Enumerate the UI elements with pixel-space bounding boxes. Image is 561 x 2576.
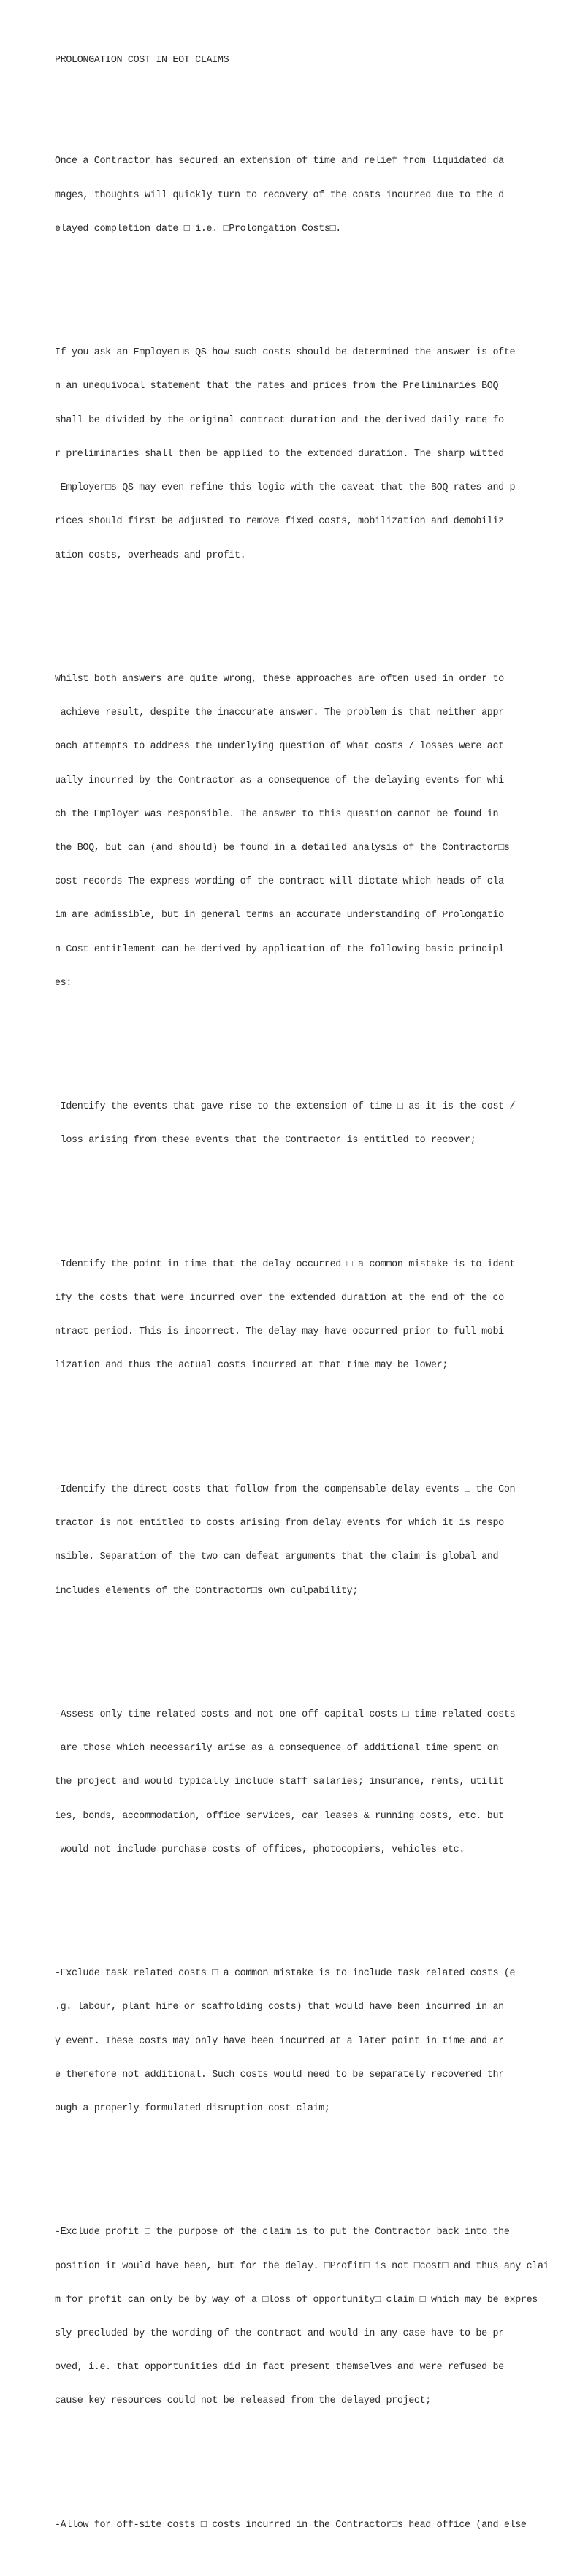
paragraph-gap [55, 88, 552, 99]
document-body [55, 32, 552, 2576]
text-line: Once a Contractor has secured an extension of time and relief from liquidated da [55, 156, 504, 167]
paragraph-gap [55, 1416, 552, 1427]
text-line: ation costs, overheads and profit. [55, 550, 246, 561]
text-line: im are admissible, but in general terms an accurate understanding of Prolongatio [55, 910, 504, 922]
paragraph-employer-qs [55, 324, 552, 583]
text-line: n an unequivocal statement that the rates and prices from the Preliminaries BOQ [55, 381, 499, 392]
text-line: tractor is not entitled to costs arising from delay events for which it is respo [55, 1518, 504, 1530]
text-line: mages, thoughts will quickly turn to recovery of the costs incurred due to the d [55, 189, 504, 201]
text-line: ough a properly formulated disruption cost claim; [55, 2103, 330, 2114]
text-line: rices should first be adjusted to remove fixed costs, mobilization and demobiliz [55, 516, 504, 528]
text-line: es: [55, 977, 72, 989]
text-line: loss arising from these events that the Contractor is entitled to recover; [55, 1135, 476, 1147]
text-line: r preliminaries shall then be applied to the extended duration. The sharp witted [55, 448, 504, 460]
text-line: -Exclude profit □ the purpose of the claim is to put the Contractor back into the [55, 2227, 510, 2238]
paragraph-gap [55, 607, 552, 618]
paragraph-gap [55, 2159, 552, 2170]
text-line: the BOQ, but can (and should) be found in a detailed analysis of the Contractor□s [55, 842, 510, 854]
text-line: m for profit can only be by way of a □loss of opportunity□ claim □ which may be expres [55, 2294, 538, 2306]
text-line: lization and thus the actual costs incurred at that time may be lower; [55, 1360, 448, 1372]
principle-identify-events [55, 1079, 552, 1169]
text-line: -Identify the events that gave rise to the extension of time □ as it is the cost / [55, 1101, 516, 1113]
paragraph-gap [55, 280, 552, 291]
paragraph-principles-intro [55, 651, 552, 1011]
text-line: e therefore not additional. Such costs would need to be separately recovered thr [55, 2069, 504, 2081]
principle-exclude-task-costs [55, 1945, 552, 2137]
text-line: shall be divided by the original contract duration and the derived daily rate fo [55, 414, 504, 426]
principle-off-site-costs [55, 2497, 552, 2553]
text-line: are those which necessarily arise as a consequence of additional time spent on [55, 1743, 499, 1755]
text-line: oved, i.e. that opportunities did in fact present themselves and were refused be [55, 2362, 504, 2374]
text-line: If you ask an Employer□s QS how such costs should be determined the answer is ofte [55, 347, 516, 359]
text-line: Employer□s QS may even refine this logic with the caveat that the BOQ rates and p [55, 482, 516, 494]
text-line: -Identify the direct costs that follow from the compensable delay events □ the Con [55, 1483, 516, 1495]
paragraph-intro [55, 134, 552, 257]
text-line: -Identify the point in time that the delay occurred □ a common mistake is to ident [55, 1258, 516, 1270]
text-line: the project and would typically include staff salaries; insurance, rents, utilit [55, 1777, 504, 1788]
text-line: .g. labour, plant hire or scaffolding costs) that would have been incurred in an [55, 2002, 504, 2013]
text-line: ify the costs that were incurred over the extended duration at the end of the co [55, 1293, 504, 1304]
text-line: includes elements of the Contractor□s own culpability; [55, 1585, 359, 1597]
paragraph-gap [55, 2452, 552, 2463]
text-line: nsible. Separation of the two can defeat arguments that the claim is global and [55, 1551, 499, 1563]
text-line: cause key resources could not be released from the delayed project; [55, 2395, 431, 2407]
text-line: -Exclude task related costs □ a common mistake is to include task related costs (e [55, 1968, 516, 1980]
paragraph-gap [55, 1191, 552, 1202]
text-line: position it would have been, but for the delay. □Profit□ is not □cost□ and thus any clai [55, 2260, 549, 2272]
document-title: PROLONGATION COST IN EOT CLAIMS [55, 54, 229, 66]
text-line: ntract period. This is incorrect. The delay may have occurred prior to full mobi [55, 1326, 504, 1338]
text-line: ies, bonds, accommodation, office services, car leases & running costs, etc. but [55, 1810, 504, 1822]
paragraph-gap [55, 1901, 552, 1912]
text-line: cost records The express wording of the contract will dictate which heads of cla [55, 876, 504, 888]
text-line: y event. These costs may only have been incurred at a later point in time and ar [55, 2035, 504, 2047]
text-line: -Assess only time related costs and not one off capital costs □ time related costs [55, 1709, 516, 1720]
text-line: oach attempts to address the underlying question of what costs / losses were act [55, 741, 504, 753]
text-line: n Cost entitlement can be derived by application of the following basic principl [55, 943, 504, 955]
text-line: -Allow for off-site costs □ costs incurred in the Contractor□s head office (and else [55, 2519, 527, 2531]
principle-time-related-costs [55, 1687, 552, 1878]
text-line: elayed completion date □ i.e. □Prolongation Costs□. [55, 223, 341, 235]
principle-exclude-profit [55, 2205, 552, 2430]
text-line: ually incurred by the Contractor as a consequence of the delaying events for whi [55, 775, 504, 786]
text-line: achieve result, despite the inaccurate answer. The problem is that neither appr [55, 707, 504, 719]
text-line: ch the Employer was responsible. The answer to this question cannot be found in [55, 808, 499, 820]
text-line: Whilst both answers are quite wrong, these approaches are often used in order to [55, 673, 504, 685]
paragraph-gap [55, 1642, 552, 1653]
principle-identify-point-in-time [55, 1236, 552, 1394]
paragraph-gap [55, 1034, 552, 1045]
text-line: would not include purchase costs of offices, photocopiers, vehicles etc. [55, 1844, 465, 1855]
text-line: sly precluded by the wording of the contract and would in any case have to be pr [55, 2328, 504, 2340]
principle-identify-direct-costs [55, 1462, 552, 1619]
